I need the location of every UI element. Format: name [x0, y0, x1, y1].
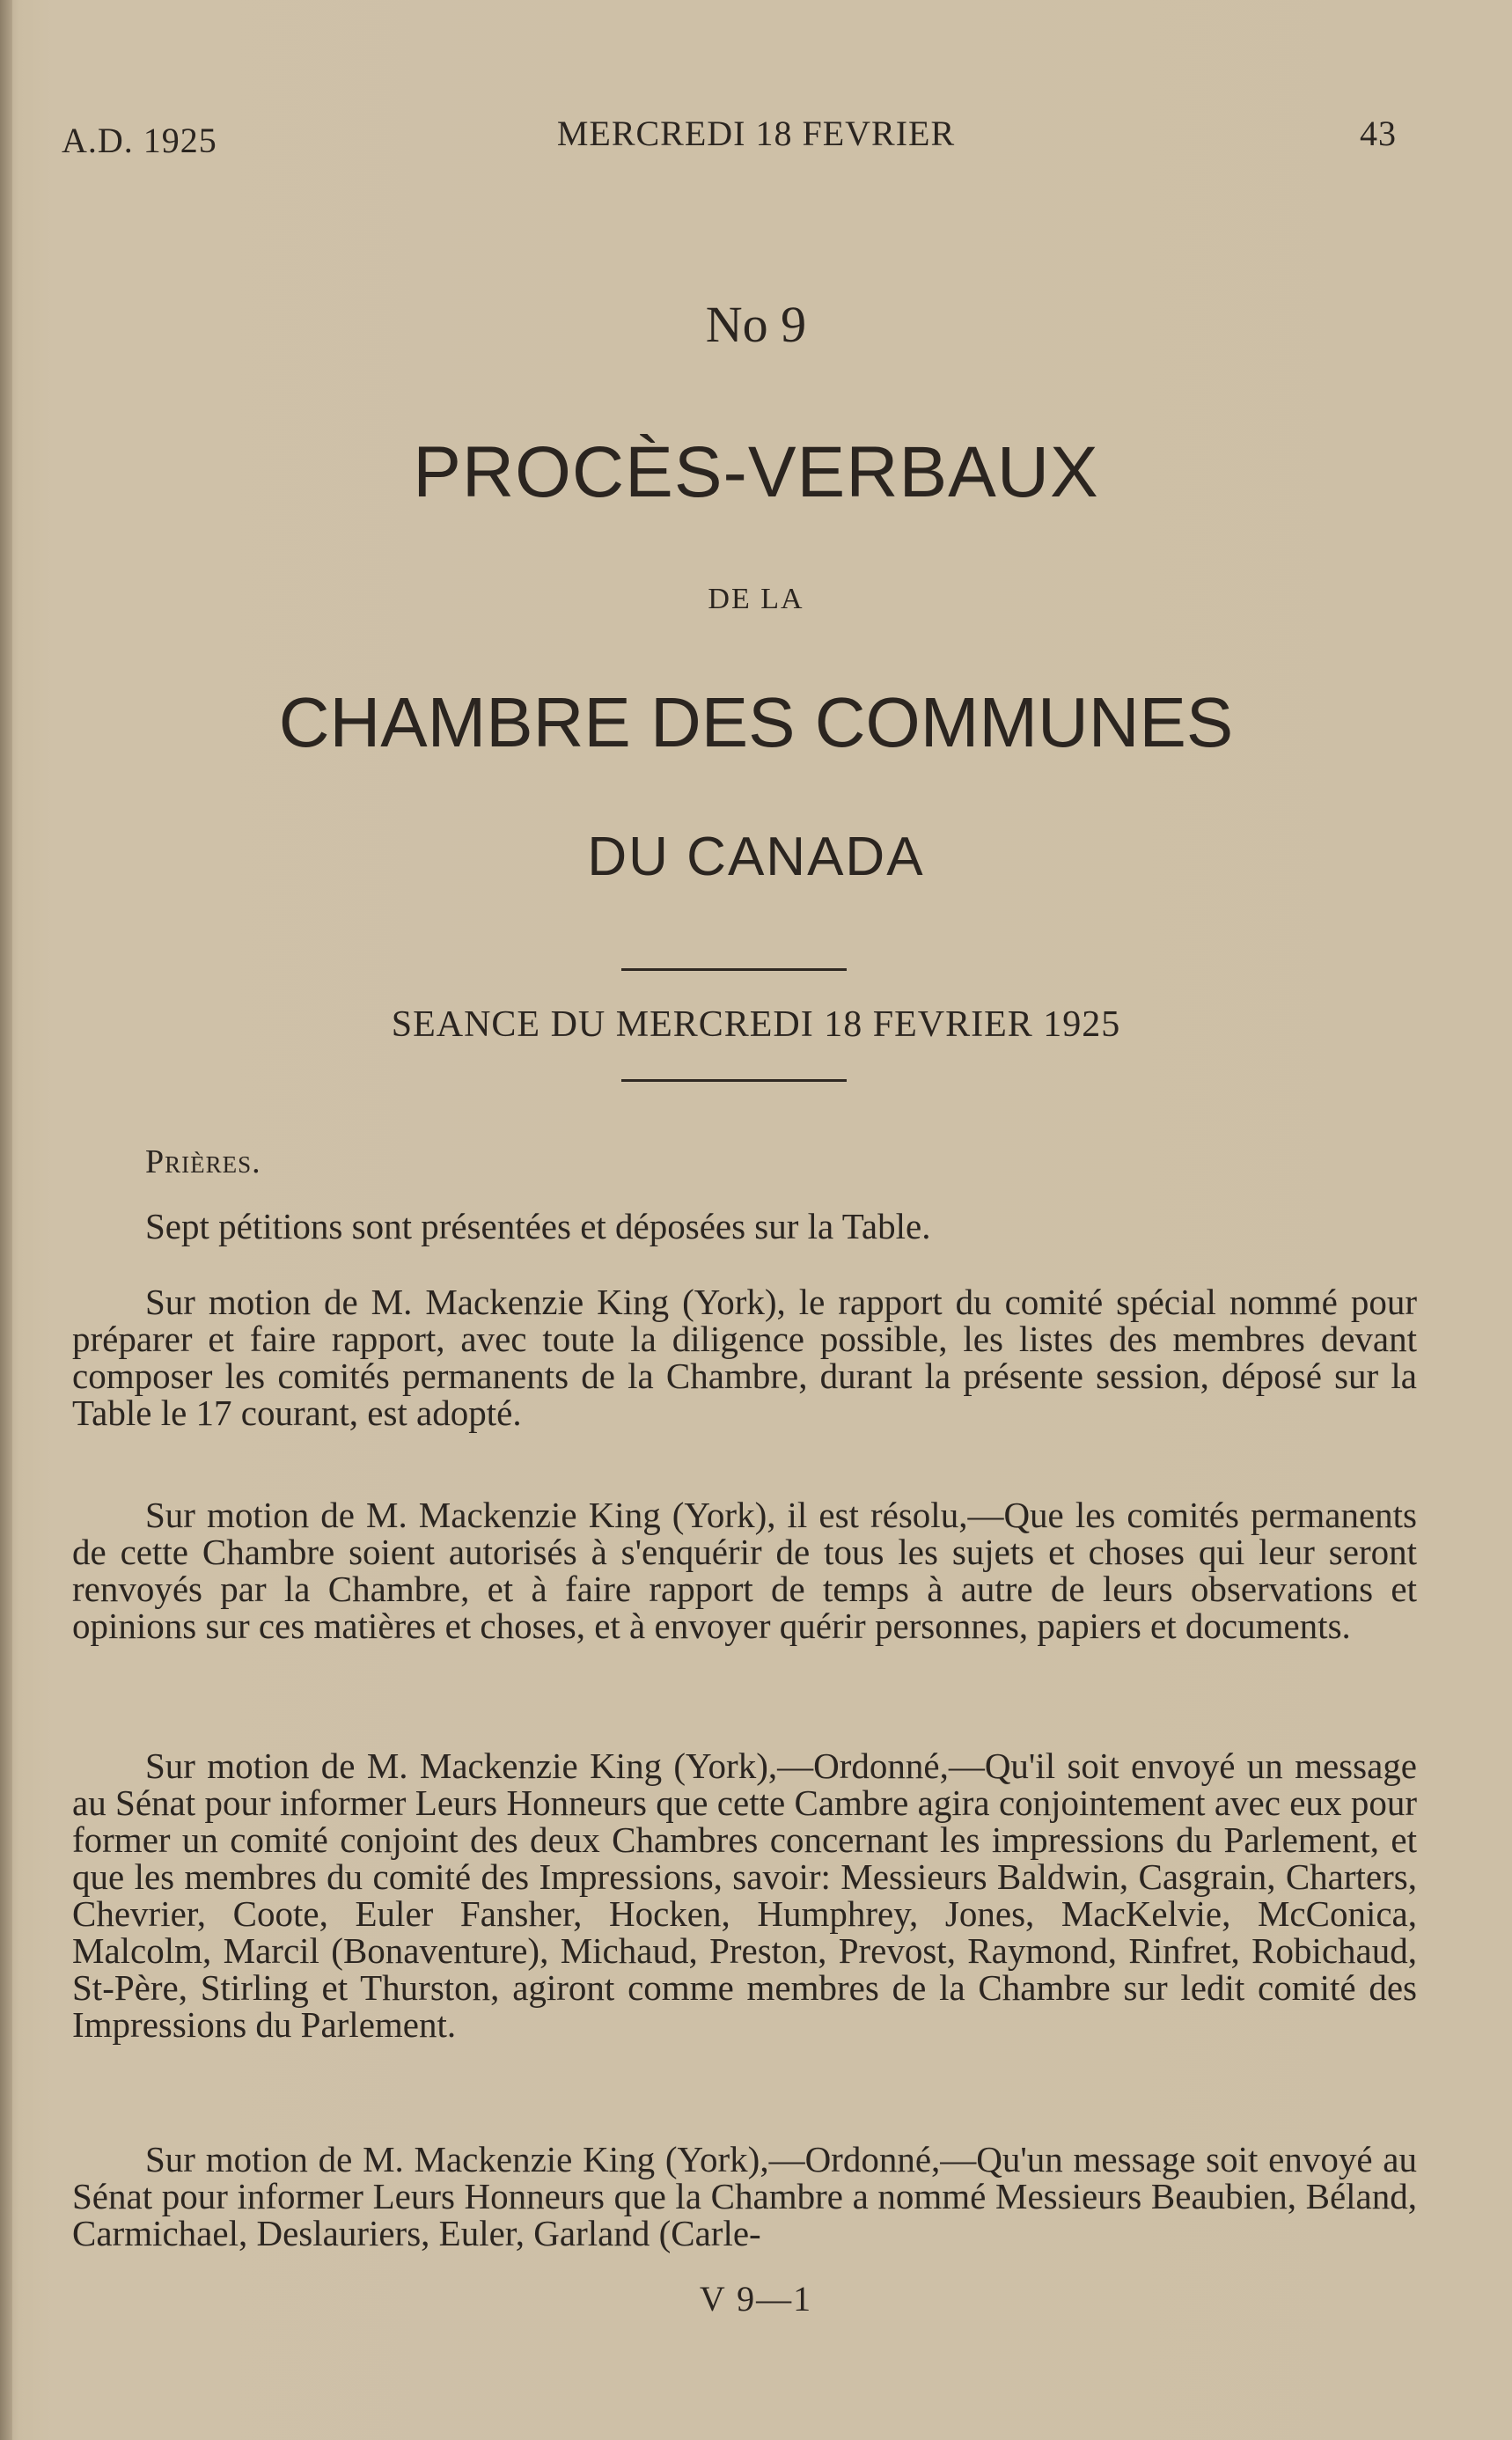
page-number: 43: [1360, 114, 1397, 153]
paragraph-motion-committees: Sur motion de M. Mackenzie King (York), il est résolu,—Que les comités permanents de cette Chambre soient autorisés à s'enquérir de tous les sujets et choses qui leur seront renvoyés par la Chambre, et à faire rapport de temps à autre de leurs observations et opinions sur ces matières et choses, et à envoyer quérir personnes, papiers et documents.: [72, 1495, 1417, 1646]
page-binding-edge: [0, 0, 12, 2440]
paragraph-petitions: Sept pétitions sont présentées et déposées sur la Table.: [145, 1206, 931, 1246]
paragraph-motion-senate: Sur motion de M. Mackenzie King (York),—Ordonné,—Qu'un message soit envoyé au Sénat pour informer Leurs Honneurs que la Chambre a nommé Messieurs Beaubien, Béland, Carmichael, Deslauriers, Euler, Garland (Carle-: [72, 2139, 1417, 2253]
header-date: MERCREDI 18 FEVRIER: [556, 114, 956, 153]
title-chambre-des-communes: CHAMBRE DES COMMUNES: [278, 683, 1234, 761]
running-header: [0, 113, 1512, 160]
issue-number: No 9: [705, 296, 807, 353]
signature-mark: V 9—1: [699, 2279, 813, 2319]
paragraph-motion-report: Sur motion de M. Mackenzie King (York), le rapport du comité spécial nommé pour préparer et faire rapport, avec toute la diligence possible, les listes des membres devant composer les comités permanents de la Chambre, durant la présente session, déposé sur la Table le 17 courant, est adopté.: [72, 1282, 1417, 1433]
divider-top: [621, 968, 847, 971]
title-de-la: DE LA: [708, 583, 804, 615]
prayers-heading: Prières.: [145, 1143, 261, 1180]
session-heading: SEANCE DU MERCREDI 18 FEVRIER 1925: [391, 1004, 1121, 1045]
title-du-canada: DU CANADA: [587, 827, 925, 887]
paragraph-motion-printing: Sur motion de M. Mackenzie King (York),—Ordonné,—Qu'il soit envoyé un message au Sénat pour informer Leurs Honneurs que cette Cambre agira conjointement avec eux pour former un comité conjoint des deux Chambres concernant les impressions du Parlement, et que les membres du comité des Impressions, savoir: Messieurs Baldwin, Casgrain, Charters, Chevrier, Coote, Euler Fansher, Hocken, Humphrey, Jones, MacKelvie, McConica, Malcolm, Marcil (Bonaventure), Michaud, Preston, Prevost, Raymond, Rinfret, Robichaud, St-Père, Stirling et Thurston, agiront comme membres de la Chambre sur ledit comité des Impressions du Parlement.: [72, 1745, 1417, 2045]
title-proces-verbaux: PROCÈS-VERBAUX: [413, 432, 1099, 512]
divider-bottom: [621, 1079, 847, 1082]
header-year: A.D. 1925: [62, 121, 217, 160]
